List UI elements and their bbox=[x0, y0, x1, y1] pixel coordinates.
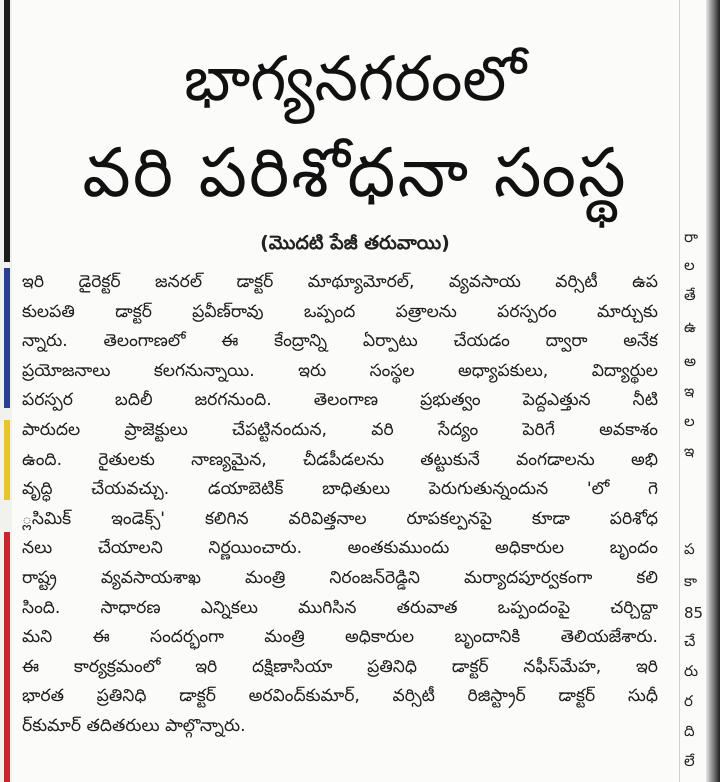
neighbour-glyph: ర bbox=[684, 692, 693, 710]
neighbour-glyph: చే bbox=[684, 632, 696, 650]
neighbour-glyph: 85 bbox=[684, 604, 704, 622]
body-line: వృద్ధి చేయవచ్చు. డయాబెటిక్ బాధితులు పెరుగుతున్నందున 'లో గె bbox=[22, 479, 658, 500]
body-line: ఉంది. రైతులకు నాణ్యమైన, చీడపీడలను తట్టుకునే వంగడాలను అభి bbox=[22, 449, 658, 470]
neighbour-glyph: రా bbox=[684, 228, 699, 246]
headline-line-2: వరి పరిశోధనా సంస్థ bbox=[82, 134, 628, 213]
body-line: నలు చేయాలని నిర్ణయించారు. అంతకుముందు అధికారుల బృందం bbox=[22, 538, 658, 559]
body-line: ఈ కార్యక్రమంలో ఇరి దక్షిణాసియా ప్రతినిధి డాక్టర్ నఫీస్‌మేహ, ఇరి bbox=[22, 656, 658, 677]
body-line: న్నారు. తెలంగాణలో ఈ కేంద్రాన్ని ఏర్పాటు చేయడం ద్వారా అనేక bbox=[22, 331, 658, 352]
adjacent-page-edge bbox=[0, 0, 12, 782]
neighbour-glyph: రు bbox=[684, 662, 699, 680]
neighbour-glyph: లే bbox=[684, 752, 695, 770]
neighbour-glyph: ఉ bbox=[684, 318, 696, 336]
neighbour-glyph: ప bbox=[684, 540, 695, 558]
body-line: పారుదల ప్రాజెక్టులు చేపట్టినందున, వరి సేద్యం పెరిగే అవకాశం bbox=[22, 419, 658, 440]
body-line: ర్‌కుమార్ తదితరులు పాల్గొన్నారు. bbox=[22, 715, 246, 736]
neighbour-glyph: అ bbox=[684, 352, 697, 370]
article-body bbox=[22, 268, 658, 742]
body-line: సింది. సాధారణ ఎన్నికలు ముగిసిన తరువాత ఒప్పందంపై చర్చిద్దా bbox=[22, 597, 658, 618]
continued-note: (మొదటి పేజీ తరువాయి) bbox=[260, 232, 450, 254]
neighbour-glyph: ఇ bbox=[684, 382, 695, 400]
body-line: ప్రయోజనాలు కలగనున్నాయి. ఇరు సంస్థల అధ్యాపకులు, విద్యార్థుల bbox=[22, 360, 658, 381]
body-line: రాష్ట్ర వ్యవసాయశాఖ మంత్రి నిరంజన్‌రెడ్డిని మర్యాదపూర్వకంగా కలి bbox=[22, 567, 658, 588]
neighbour-glyph: తే bbox=[684, 286, 696, 304]
edge-bar-dark bbox=[4, 0, 10, 262]
edge-bar-yellow bbox=[4, 420, 10, 500]
edge-bar-red bbox=[4, 532, 10, 782]
headline-line-1: భాగ్యనగరంలో bbox=[183, 42, 527, 115]
neighbour-glyph: ల bbox=[684, 256, 695, 274]
body-line: మని ఈ సందర్భంగా మంత్రి అధికారుల బృందానికి తెలియజేశారు. bbox=[22, 627, 658, 648]
neighbour-glyph: కా bbox=[684, 572, 698, 590]
neighbour-glyph: ల bbox=[684, 412, 695, 430]
body-line: భారత ప్రతినిధి డాక్టర్ అరవింద్‌కుమార్, వర్సిటీ రిజిస్ట్రార్ డాక్టర్ సుధీ bbox=[22, 686, 658, 707]
page-fold-shadow bbox=[706, 0, 720, 782]
neighbour-glyph: ఇ bbox=[684, 442, 695, 460]
neighbour-glyph: ది bbox=[684, 722, 695, 740]
neighbour-column bbox=[679, 0, 720, 782]
body-line: కులపతి డాక్టర్ ప్రవీణ్‌రావు ఒప్పంద పత్రాలను పరస్పరం మార్చుకు bbox=[22, 301, 658, 322]
body-line: పరస్పర బదిలీ జరగనుంది. తెలంగాణ ప్రభుత్వం పెద్దఎత్తున నీటి bbox=[22, 390, 658, 411]
body-line: ్లసిమిక్ ఇండెక్స్' కలిగిన వరివిత్తనాల రూపకల్పనపై కూడా పరిశోధ bbox=[22, 508, 658, 529]
edge-bar-blue bbox=[4, 268, 10, 408]
body-line: ఇరి డైరెక్టర్ జనరల్ డాక్టర్ మాథ్యూమోరల్, వ్యవసాయ వర్సిటీ ఉప bbox=[22, 272, 658, 292]
